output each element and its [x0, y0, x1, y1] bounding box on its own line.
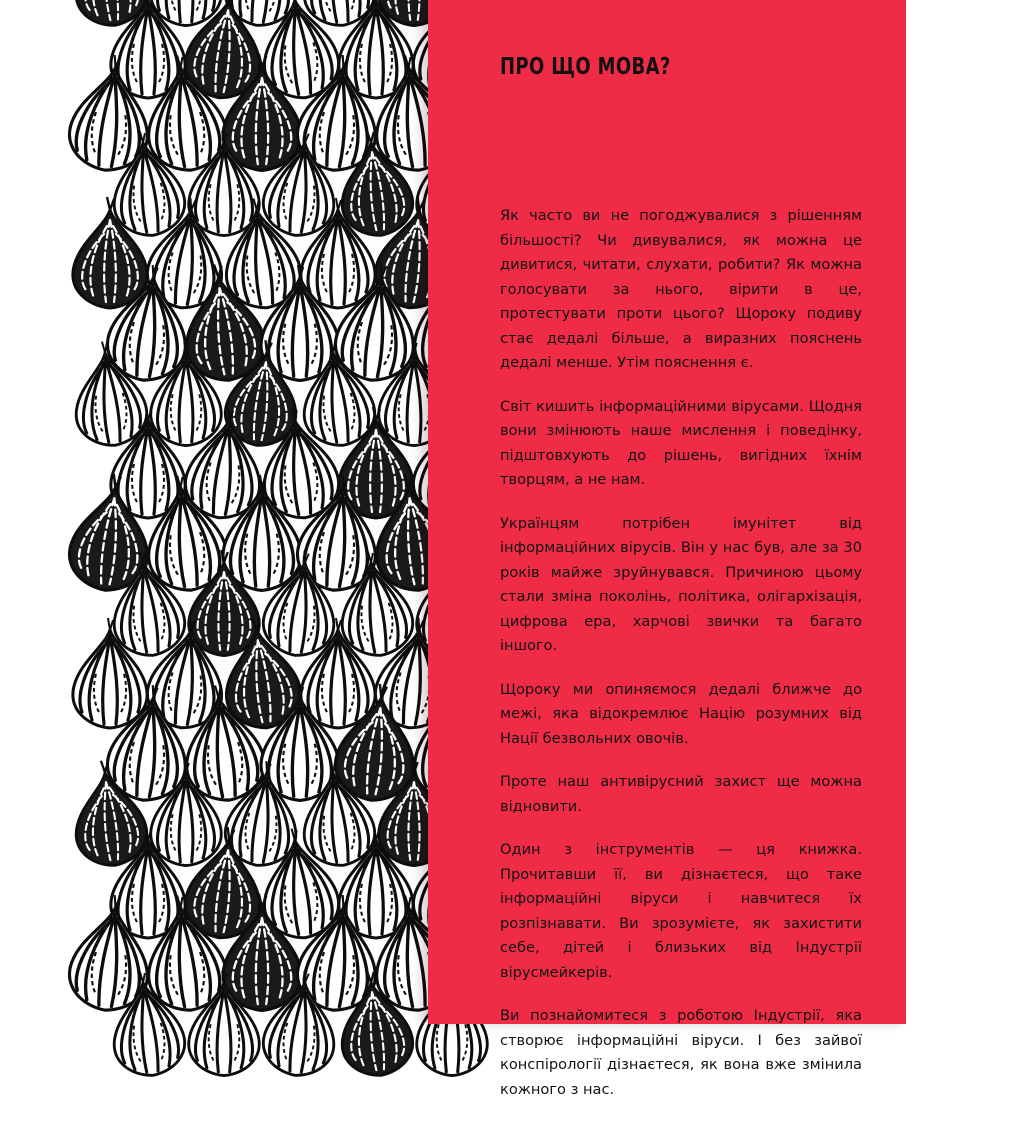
page-title: ПРО ЩО МОВА? — [500, 54, 671, 80]
onion-pattern-illustration — [120, 0, 428, 1024]
text-panel — [428, 0, 906, 1098]
paragraph: Світ кишить інформаційними вірусами. Щодня вони змінюють наше мислення і поведінку, підштовхують до рішень, вигідних їхнім творцям, а не нам. — [500, 397, 862, 488]
paragraph: Українцям потрібен імунітет від інформаційних вірусів. Він у нас був, але за 30 років майже зруйнувався. Причиною цьому стали зміна поколінь, політика, олігархізація, цифрова ера, харчові звички та багато іншого. — [500, 514, 862, 654]
onion-pattern-panel — [120, 0, 428, 1024]
paragraph: Щороку ми опиняємося дедалі ближче до межі, яка відокремлює Націю розумних від Нації безвольних овочів. — [500, 680, 862, 747]
paragraph: Проте наш антивірусний захист ще можна відновити. — [500, 773, 862, 815]
paragraph: Ви познайомитеся з роботою Індустрії, яка створює інформаційні віруси. І без зайвої конспірології дізнаєтеся, як вона вже змінила кожного з нас. — [500, 1007, 862, 1098]
paragraph: Один з інструментів — ця книжка. Прочитавши її, ви дізнаєтеся, що таке інформаційні віруси і навчитеся їх розпізнавати. Ви зрозумієте, як захистити себе, дітей і близьких від Індустрії вірусмейкерів. — [500, 841, 862, 981]
paragraph: Як часто ви не погоджувалися з рішенням більшості? Чи дивувалися, як можна це дивитися, читати, слухати, робити? Як можна голосувати за нього, вірити в це, протестувати проти цього? Щороку подиву стає дедалі більше, а виразних пояснень дедалі менше. Утім пояснення є. — [500, 207, 862, 371]
article-body — [500, 204, 862, 1121]
